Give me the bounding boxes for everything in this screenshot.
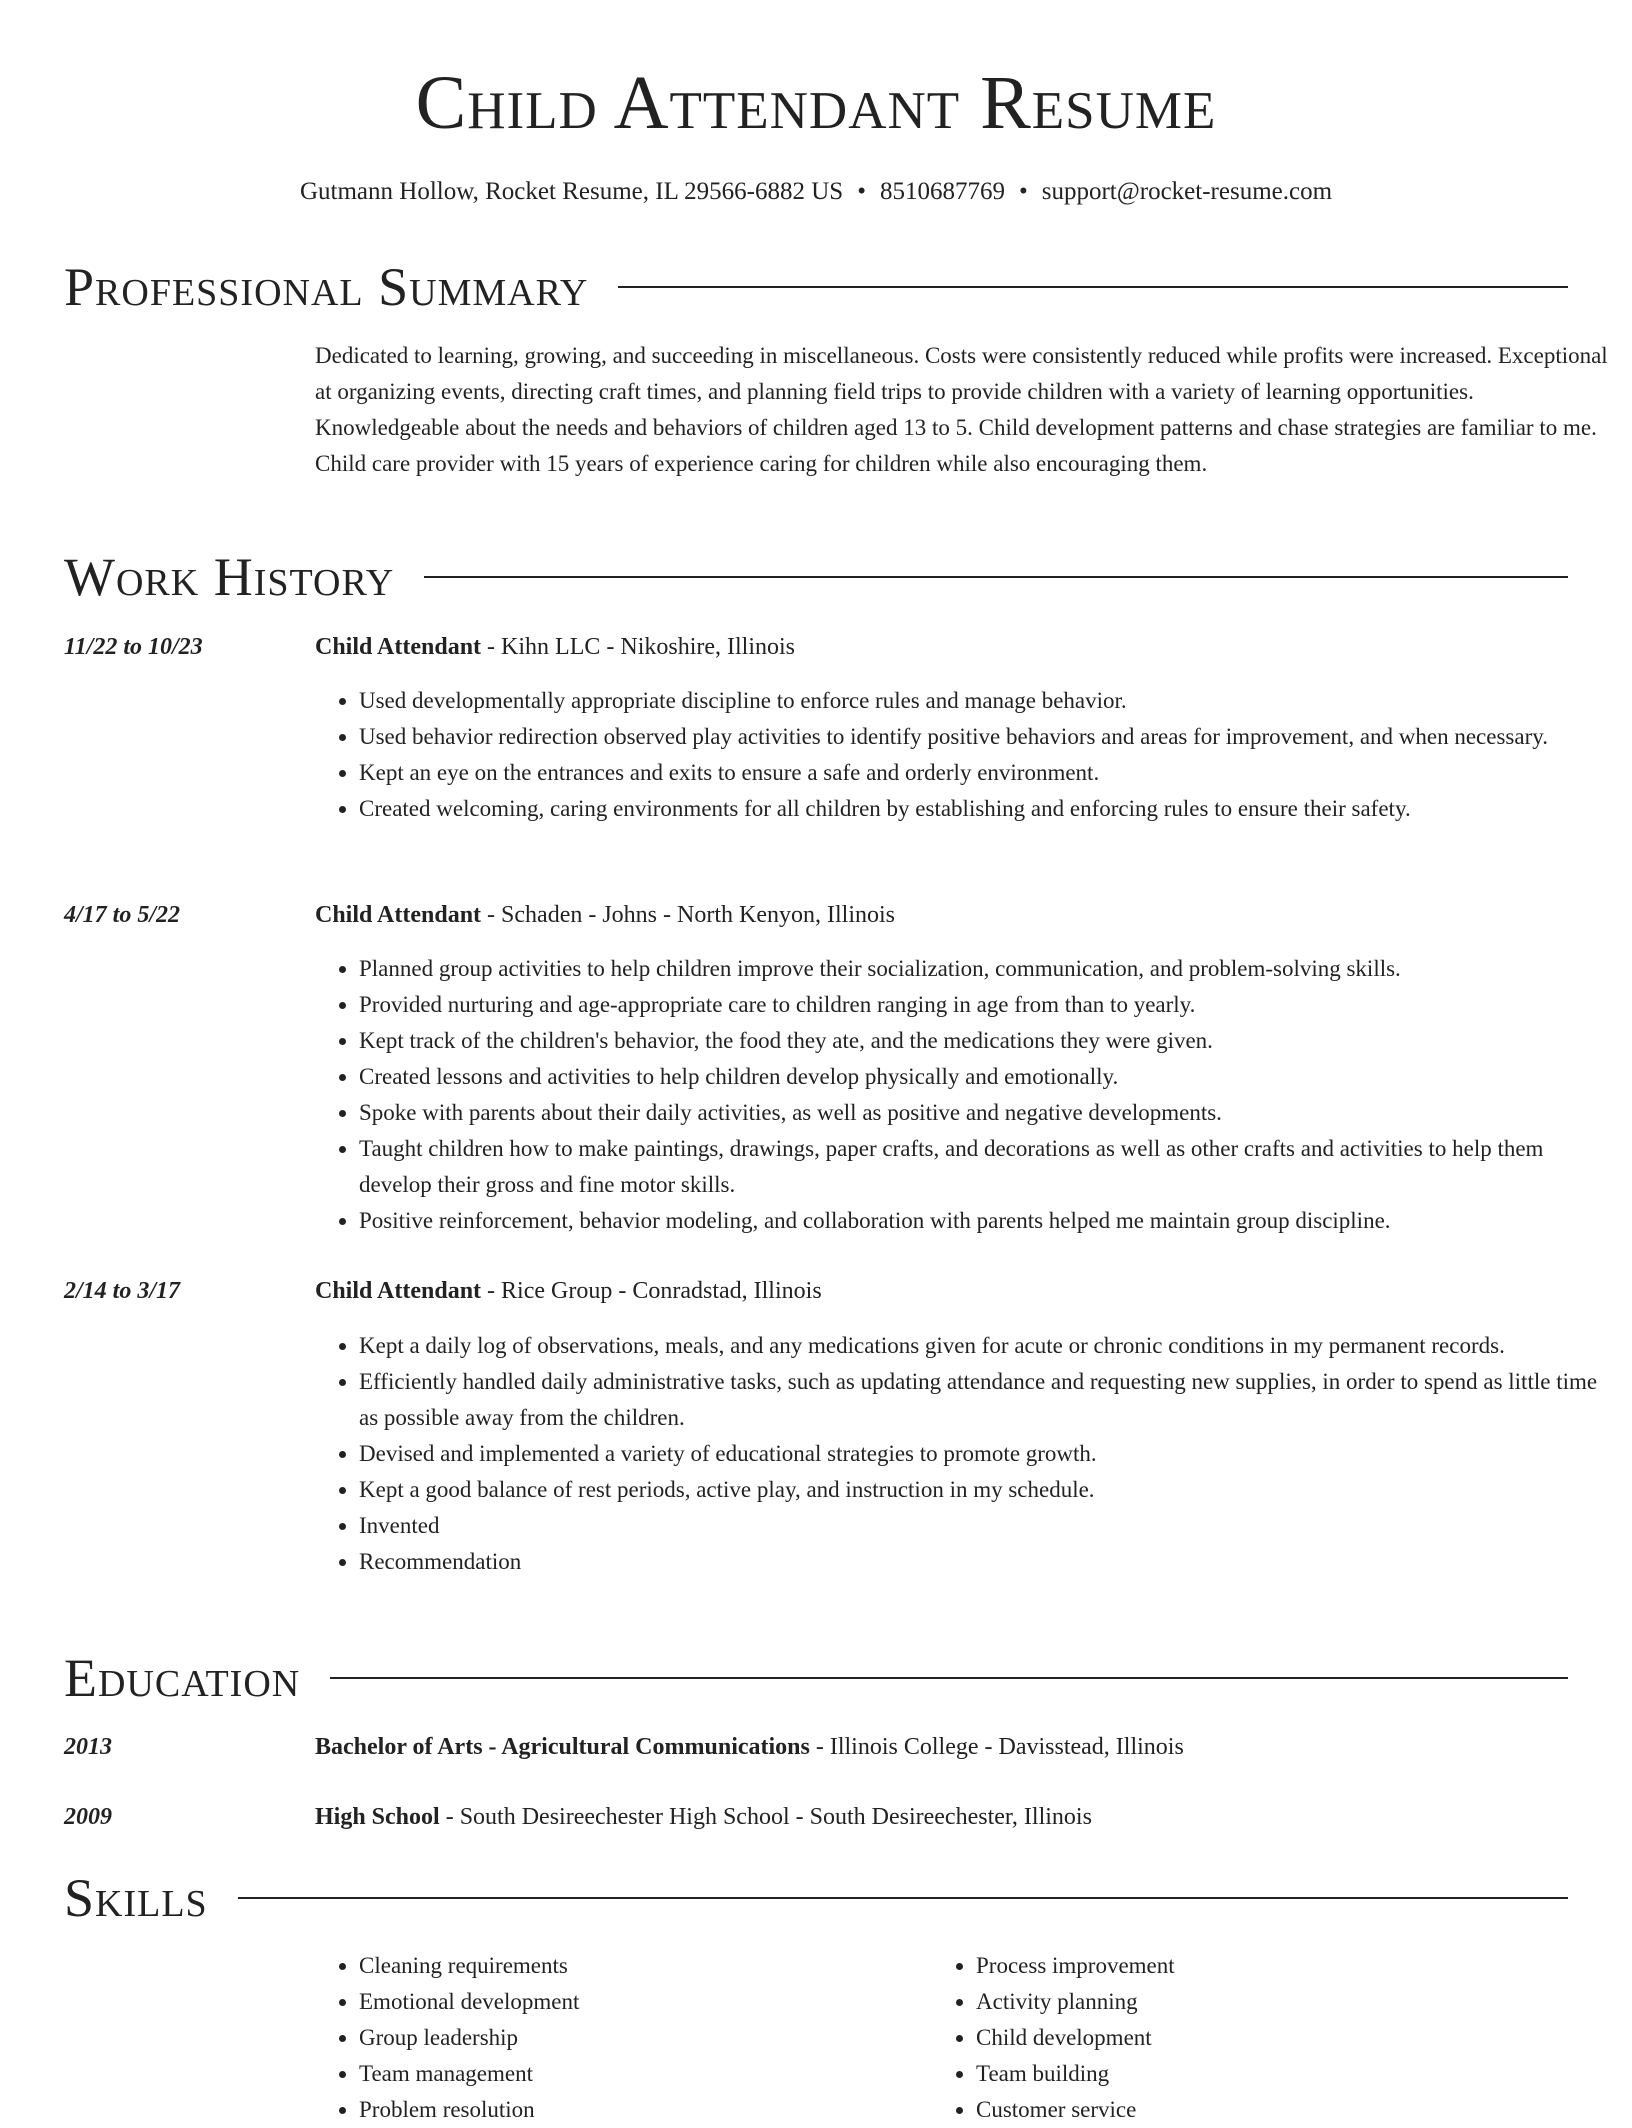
job-bullet: • Kept track of the children's behavior, the food they ate, and the medications they were given. [359, 1023, 1612, 1059]
job-bullet: • Provided nurturing and age-appropriate care to children ranging in age from than to yearly. [359, 987, 1612, 1023]
job-bullet: • Devised and implemented a variety of educational strategies to promote growth. [359, 1436, 1612, 1472]
skill-item: • Child development [976, 2020, 1536, 2056]
job-bullet: • Kept a daily log of observations, meals, and any medications given for acute or chronic conditions in my permanent records. [359, 1328, 1612, 1364]
job-bullet: • Kept a good balance of rest periods, active play, and instruction in my schedule. [359, 1472, 1612, 1508]
skill-item: • Cleaning requirements [359, 1948, 919, 1984]
contact-separator: • [857, 178, 866, 205]
contact-line [64, 174, 1568, 210]
work-section-header [64, 545, 1568, 609]
skill-item: • Customer service [976, 2092, 1536, 2128]
skill-item: • Process improvement [976, 1948, 1536, 1984]
summary-heading: Professional Summary [64, 257, 589, 317]
contact-phone: 8510687769 [879, 178, 1005, 205]
job-bullet: • Planned group activities to help children improve their socialization, communication, and problem-solving skills. [359, 951, 1612, 987]
skills-list-left [315, 1948, 919, 2128]
job-details: - Schaden - Johns - North Kenyon, Illinois [481, 902, 895, 928]
job-bullet: • Efficiently handled daily administrative tasks, such as updating attendance and requesting new supplies, in order to spend as little time as possible away from the children. [359, 1364, 1612, 1436]
job-bullet: • Positive reinforcement, behavior modeling, and collaboration with parents helped me maintain group discipline. [359, 1203, 1612, 1239]
contact-address: Gutmann Hollow, Rocket Resume, IL 29566-6882 US [299, 178, 844, 205]
section-divider [618, 286, 1568, 288]
job-heading [315, 629, 1615, 665]
resume-title: Child Attendant Resume [415, 61, 1217, 145]
job-title: Child Attendant [315, 634, 482, 660]
job-bullets [315, 683, 1612, 827]
job-bullet: • Kept an eye on the entrances and exits to ensure a safe and orderly environment. [359, 755, 1612, 791]
job-bullet: • Invented [359, 1508, 1612, 1544]
section-divider [238, 1897, 1568, 1899]
job-details: - Rice Group - Conradstad, Illinois [481, 1278, 822, 1304]
work-heading: Work History [64, 547, 395, 607]
skill-item: • Group leadership [359, 2020, 919, 2056]
summary-section-header [64, 255, 1568, 319]
job-title: Child Attendant [315, 1278, 482, 1304]
summary-text: Dedicated to learning, growing, and succeeding in miscellaneous. Costs were consistently reduced while profits were increased. Exceptional at organizing events, directing craft times, and planning field trips to provide children with a variety of learning opportunities. Knowledgeable about the needs and behaviors of children aged 13 to 5. Child development patterns and chase strategies are familiar to me. Child care provider with 15 years of experience caring for children while also encouraging them. [315, 343, 1608, 476]
section-divider [330, 1677, 1568, 1679]
skill-item: • Emotional development [359, 1984, 919, 2020]
education-entry [315, 1729, 1615, 1765]
education-degree: Bachelor of Arts - Agricultural Communications [315, 1734, 810, 1760]
job-details: - Kihn LLC - Nikoshire, Illinois [481, 634, 796, 660]
job-bullets [315, 1328, 1612, 1580]
education-section-header [64, 1646, 1568, 1710]
skills-section-header [64, 1866, 1568, 1930]
education-heading: Education [64, 1648, 301, 1708]
job-heading [315, 897, 1615, 933]
contact-separator: • [1018, 178, 1028, 205]
job-bullet: • Used behavior redirection observed play activities to identify positive behaviors and areas for improvement, and when necessary. [359, 719, 1612, 755]
job-bullet: • Taught children how to make paintings, drawings, paper crafts, and decorations as well as other crafts and activities to help them develop their gross and fine motor skills. [359, 1131, 1612, 1203]
skill-item: • Team building [976, 2056, 1536, 2092]
job-bullet: • Recommendation [359, 1544, 1612, 1580]
education-degree: High School [315, 1804, 440, 1830]
job-bullet: • Created lessons and activities to help children develop physically and emotionally. [359, 1059, 1612, 1095]
job-title: Child Attendant [315, 902, 482, 928]
skills-list-right [932, 1948, 1536, 2128]
education-year: 2013 [64, 1734, 112, 1760]
education-entry [315, 1799, 1615, 1835]
education-details: - Illinois College - Davisstead, Illinois [809, 1734, 1184, 1760]
job-bullet: • Used developmentally appropriate discipline to enforce rules and manage behavior. [359, 683, 1612, 719]
education-details: - South Desireechester High School - South Desireechester, Illinois [439, 1804, 1092, 1830]
job-bullet: • Created welcoming, caring environments for all children by establishing and enforcing rules to ensure their safety. [359, 791, 1612, 827]
skills-heading: Skills [64, 1868, 208, 1928]
job-heading [315, 1273, 1615, 1309]
skill-item: • Team management [359, 2056, 919, 2092]
job-dates: 11/22 to 10/23 [64, 634, 203, 660]
contact-email: support@rocket-resume.com [1041, 178, 1333, 205]
job-bullets [315, 951, 1612, 1239]
section-divider [424, 576, 1568, 578]
skill-item: • Problem resolution [359, 2092, 919, 2128]
job-dates: 2/14 to 3/17 [64, 1278, 181, 1304]
job-bullet: • Spoke with parents about their daily activities, as well as positive and negative developments. [359, 1095, 1612, 1131]
education-year: 2009 [64, 1804, 112, 1830]
job-dates: 4/17 to 5/22 [64, 902, 181, 928]
skill-item: • Activity planning [976, 1984, 1536, 2020]
